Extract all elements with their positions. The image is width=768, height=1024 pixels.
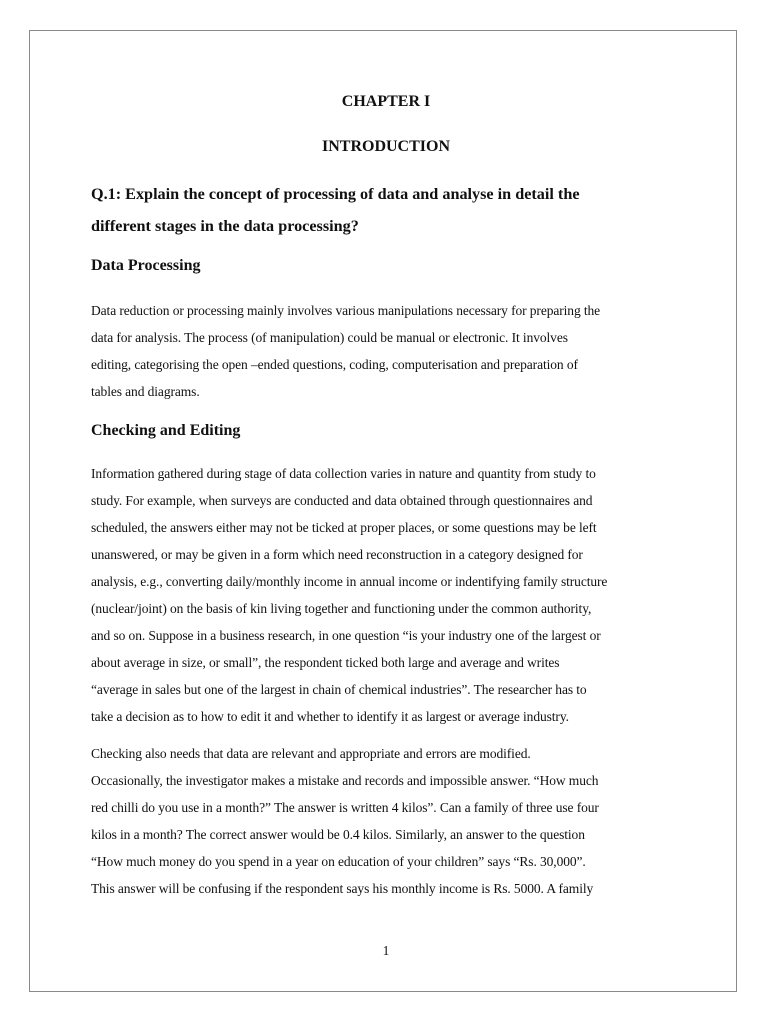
- paragraph-data-processing: [91, 297, 683, 405]
- text-line: kilos in a month? The correct answer would be 0.4 kilos. Similarly, an answer to the question: [91, 827, 585, 842]
- text-line: editing, categorising the open –ended questions, coding, computerisation and preparation of: [91, 357, 578, 372]
- text-line: Information gathered during stage of data collection varies in nature and quantity from study to: [91, 466, 596, 481]
- text-line: analysis, e.g., converting daily/monthly income in annual income or indentifying family structure: [91, 574, 608, 589]
- heading-checking-editing: Checking and Editing: [91, 422, 241, 439]
- text-line: Occasionally, the investigator makes a mistake and records and impossible answer. “How much: [91, 773, 599, 788]
- text-line: take a decision as to how to edit it and whether to identify it as largest or average industry.: [91, 709, 569, 724]
- section-title: INTRODUCTION: [321, 138, 450, 155]
- text-line: Data reduction or processing mainly involves various manipulations necessary for preparing the: [91, 303, 601, 318]
- text-line: scheduled, the answers either may not be ticked at proper places, or some questions may be left: [91, 520, 597, 535]
- text-line: Checking also needs that data are relevant and appropriate and errors are modified.: [91, 746, 531, 761]
- text-line: data for analysis. The process (of manipulation) could be manual or electronic. It involves: [91, 330, 568, 345]
- text-line: “average in sales but one of the largest in chain of chemical industries”. The researcher has to: [91, 682, 587, 697]
- paragraph-checking-2: [91, 740, 683, 902]
- page-number: 1: [382, 943, 390, 958]
- chapter-title: CHAPTER I: [341, 93, 431, 110]
- text-line: tables and diagrams.: [91, 384, 200, 399]
- text-line: study. For example, when surveys are conducted and data obtained through questionnaires and: [91, 493, 593, 508]
- heading-data-processing: Data Processing: [91, 257, 201, 274]
- text-line: about average in size, or small”, the respondent ticked both large and average and writes: [91, 655, 560, 670]
- text-line: and so on. Suppose in a business research, in one question “is your industry one of the largest or: [91, 628, 601, 643]
- text-line: (nuclear/joint) on the basis of kin living together and functioning under the common authority,: [91, 601, 592, 616]
- question-line: different stages in the data processing?: [91, 217, 359, 235]
- text-line: This answer will be confusing if the respondent says his monthly income is Rs. 5000. A family: [91, 881, 594, 896]
- question-heading: [91, 178, 681, 242]
- question-line: Q.1: Explain the concept of processing of data and analyse in detail the: [91, 185, 580, 203]
- text-line: red chilli do you use in a month?” The answer is written 4 kilos”. Can a family of three use four: [91, 800, 599, 815]
- text-line: unanswered, or may be given in a form which need reconstruction in a category designed for: [91, 547, 583, 562]
- text-line: “How much money do you spend in a year on education of your children” says “Rs. 30,000”.: [91, 854, 586, 869]
- paragraph-checking-1: [91, 460, 683, 730]
